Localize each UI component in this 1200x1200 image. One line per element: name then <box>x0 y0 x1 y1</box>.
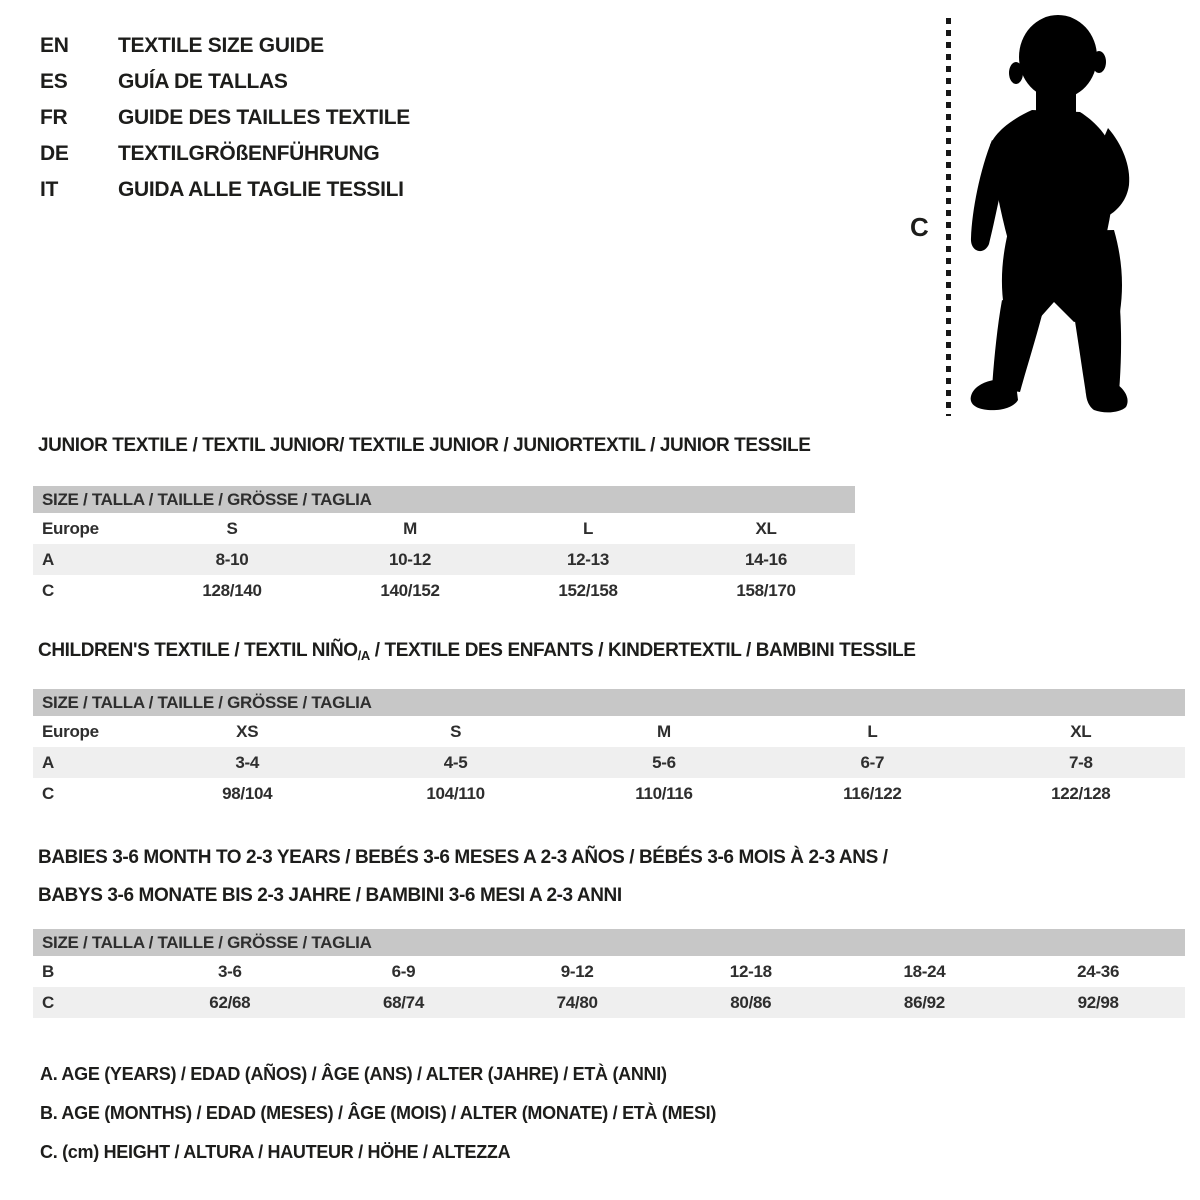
cell: L <box>867 721 878 741</box>
guide-title-fr: GUIDE DES TAILLES TEXTILE <box>118 106 410 129</box>
cell: 74/80 <box>490 987 664 1018</box>
cell: 12-13 <box>499 544 677 575</box>
row-label: Europe <box>42 721 99 741</box>
section-title-children-sub: /A <box>357 648 370 663</box>
cell: 86/92 <box>838 987 1012 1018</box>
guide-title-de: TEXTILGRÖßENFÜHRUNG <box>118 142 380 165</box>
section-title-children <box>38 640 915 663</box>
cell: 5-6 <box>560 747 768 778</box>
cell: 98/104 <box>222 783 273 803</box>
cell: 62/68 <box>143 987 317 1018</box>
cell: 24-36 <box>1077 961 1120 981</box>
cell: S <box>226 518 238 538</box>
cell: 4-5 <box>351 747 559 778</box>
table-row-age-years <box>33 747 1185 778</box>
size-band-babies: SIZE / TALLA / TAILLE / GRÖSSE / TAGLIA <box>33 929 1185 956</box>
section-title-children-main: CHILDREN'S TEXTILE / TEXTIL NIÑO <box>38 640 358 661</box>
row-label: A <box>33 544 143 575</box>
cell: 68/74 <box>317 987 491 1018</box>
legend-line-b: B. AGE (MONTHS) / EDAD (MESES) / ÂGE (MOIS) / ALTER (MONATE) / ETÀ (MESI) <box>40 1103 717 1123</box>
table-row-europe <box>33 716 1185 747</box>
language-code: FR <box>40 106 68 129</box>
guide-title-es: GUÍA DE TALLAS <box>118 70 288 93</box>
row-label: C <box>42 580 54 600</box>
cell: 6-7 <box>768 747 976 778</box>
cell: XL <box>755 518 777 538</box>
guide-title-en: TEXTILE SIZE GUIDE <box>118 34 324 57</box>
language-header <box>40 28 410 208</box>
table-row-height <box>33 987 1185 1018</box>
language-row-es <box>40 64 410 100</box>
cell: S <box>450 721 462 741</box>
cell: L <box>582 518 594 538</box>
language-code: EN <box>40 34 69 57</box>
cell: M <box>657 721 671 741</box>
language-code: DE <box>40 142 69 165</box>
cell: 116/122 <box>843 783 902 803</box>
section-title-children-rest: / TEXTILE DES ENFANTS / KINDERTEXTIL / BAMBINI TESSILE <box>369 640 916 661</box>
height-measure-label: C <box>910 212 929 242</box>
cell: 6-9 <box>391 961 416 981</box>
cell: 152/158 <box>558 580 618 600</box>
row-label: B <box>42 961 54 981</box>
legend <box>40 1055 716 1172</box>
cell: XL <box>1070 721 1092 741</box>
cell: 12-18 <box>729 961 772 981</box>
row-label: C <box>42 783 54 803</box>
section-title-junior: JUNIOR TEXTILE / TEXTIL JUNIOR/ TEXTILE JUNIOR / JUNIORTEXTIL / JUNIOR TESSILE <box>38 435 811 456</box>
cell: 80/86 <box>664 987 838 1018</box>
junior-size-table <box>33 513 855 606</box>
cell: 104/110 <box>426 783 485 803</box>
cell: 122/128 <box>1051 783 1111 803</box>
row-label: A <box>33 747 143 778</box>
cell: 128/140 <box>202 580 262 600</box>
cell: 140/152 <box>380 580 440 600</box>
cell: 158/170 <box>736 580 796 600</box>
cell: 110/116 <box>635 783 693 803</box>
section-title-babies-line1: BABIES 3-6 MONTH TO 2-3 YEARS / BEBÉS 3-6 MESES A 2-3 AÑOS / BÉBÉS 3-6 MOIS À 2-3 ANS / <box>38 847 888 868</box>
cell: 9-12 <box>560 961 594 981</box>
babies-size-table <box>33 956 1185 1018</box>
language-row-de <box>40 136 410 172</box>
language-row-en <box>40 28 410 64</box>
cell: 10-12 <box>321 544 499 575</box>
cell: 3-6 <box>217 961 242 981</box>
cell: 14-16 <box>677 544 855 575</box>
section-title-babies-line2: BABYS 3-6 MONATE BIS 2-3 JAHRE / BAMBINI 3-6 MESI A 2-3 ANNI <box>38 885 622 906</box>
table-row-height <box>33 575 855 606</box>
height-measure-dotted-line <box>946 18 951 416</box>
cell: 92/98 <box>1011 987 1185 1018</box>
cell: M <box>403 518 417 538</box>
legend-line-a: A. AGE (YEARS) / EDAD (AÑOS) / ÂGE (ANS) / ALTER (JAHRE) / ETÀ (ANNI) <box>40 1064 667 1084</box>
row-label: Europe <box>42 518 99 538</box>
language-code: IT <box>40 178 59 201</box>
table-row-age-months <box>33 956 1185 987</box>
language-code: ES <box>40 70 68 93</box>
cell: 8-10 <box>143 544 321 575</box>
children-size-table <box>33 716 1185 809</box>
cell: 7-8 <box>977 747 1185 778</box>
cell: 3-4 <box>143 747 351 778</box>
legend-line-c: C. (cm) HEIGHT / ALTURA / HAUTEUR / HÖHE / ALTEZZA <box>40 1142 511 1162</box>
table-row-age-years <box>33 544 855 575</box>
guide-title-it: GUIDA ALLE TAGLIE TESSILI <box>118 178 404 201</box>
table-row-europe <box>33 513 855 544</box>
size-band-children: SIZE / TALLA / TAILLE / GRÖSSE / TAGLIA <box>33 689 1185 716</box>
table-row-height <box>33 778 1185 809</box>
cell: 18-24 <box>903 961 946 981</box>
cell: XS <box>236 721 259 741</box>
toddler-silhouette-icon <box>968 10 1140 422</box>
language-row-fr <box>40 100 410 136</box>
size-band-junior: SIZE / TALLA / TAILLE / GRÖSSE / TAGLIA <box>33 486 855 513</box>
row-label: C <box>33 987 143 1018</box>
language-row-it <box>40 172 410 208</box>
